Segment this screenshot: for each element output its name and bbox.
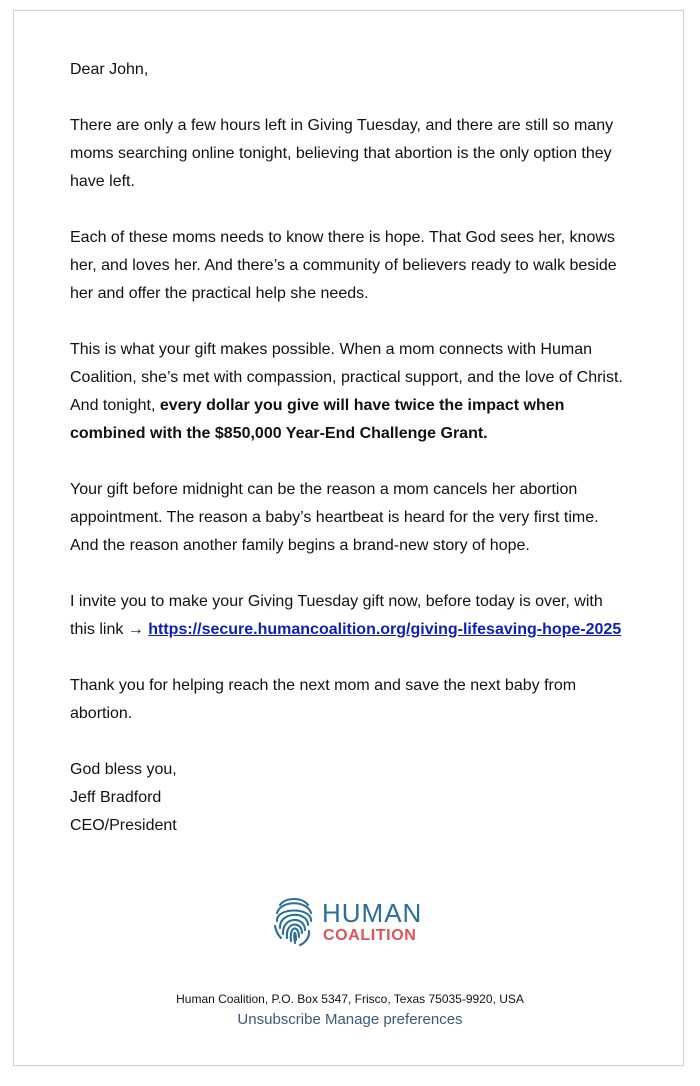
letter-body: [70, 56, 630, 840]
paragraph-5: [70, 588, 630, 644]
signer-name: Jeff Bradford: [70, 789, 162, 806]
fingerprint-icon: [272, 893, 316, 947]
footer-links: [0, 1011, 700, 1028]
logo-text-human: HUMAN: [322, 898, 423, 928]
human-coalition-logo: [272, 893, 432, 951]
donation-link[interactable]: https://secure.humancoalition.org/giving-lifesaving-hope-2025: [148, 621, 622, 638]
logo-text-coalition: COALITION: [323, 927, 417, 944]
paragraph-1: There are only a few hours left in Giving Tuesday, and there are still so many moms searching online tonight, believing that abortion is the only option they have left.: [70, 117, 614, 190]
paragraph-2: Each of these moms needs to know there is hope. That God sees her, knows her, and loves her. And there’s a community of believers ready to walk beside her and offer the practical help she needs.: [70, 229, 617, 302]
closing: God bless you,: [70, 761, 177, 778]
challenge-grant-emphasis: every dollar you give will have twice the impact when combined with the $850,000 Year-End Challenge Grant.: [70, 397, 565, 442]
footer-address: Human Coalition, P.O. Box 5347, Frisco, Texas 75035-9920, USA: [176, 992, 524, 1006]
paragraph-3: [70, 336, 630, 448]
signoff: [70, 756, 630, 840]
unsubscribe-link[interactable]: Unsubscribe: [237, 1011, 321, 1028]
greeting: Dear John,: [70, 61, 149, 78]
manage-preferences-link[interactable]: Manage preferences: [324, 1011, 463, 1028]
paragraph-5-text: I invite you to make your Giving Tuesday gift now, before today is over, with this link →: [70, 593, 603, 638]
signer-title: CEO/President: [70, 817, 177, 834]
paragraph-4: Your gift before midnight can be the reason a mom cancels her abortion appointment. The reason a baby’s heartbeat is heard for the very first time. And the reason another family begins a brand-new story of hope.: [70, 481, 599, 554]
paragraph-3-text: This is what your gift makes possible. When a mom connects with Human Coalition, she’s met with compassion, practical support, and the love of Christ. And tonight,: [70, 341, 623, 414]
paragraph-6: Thank you for helping reach the next mom and save the next baby from abortion.: [70, 677, 577, 722]
